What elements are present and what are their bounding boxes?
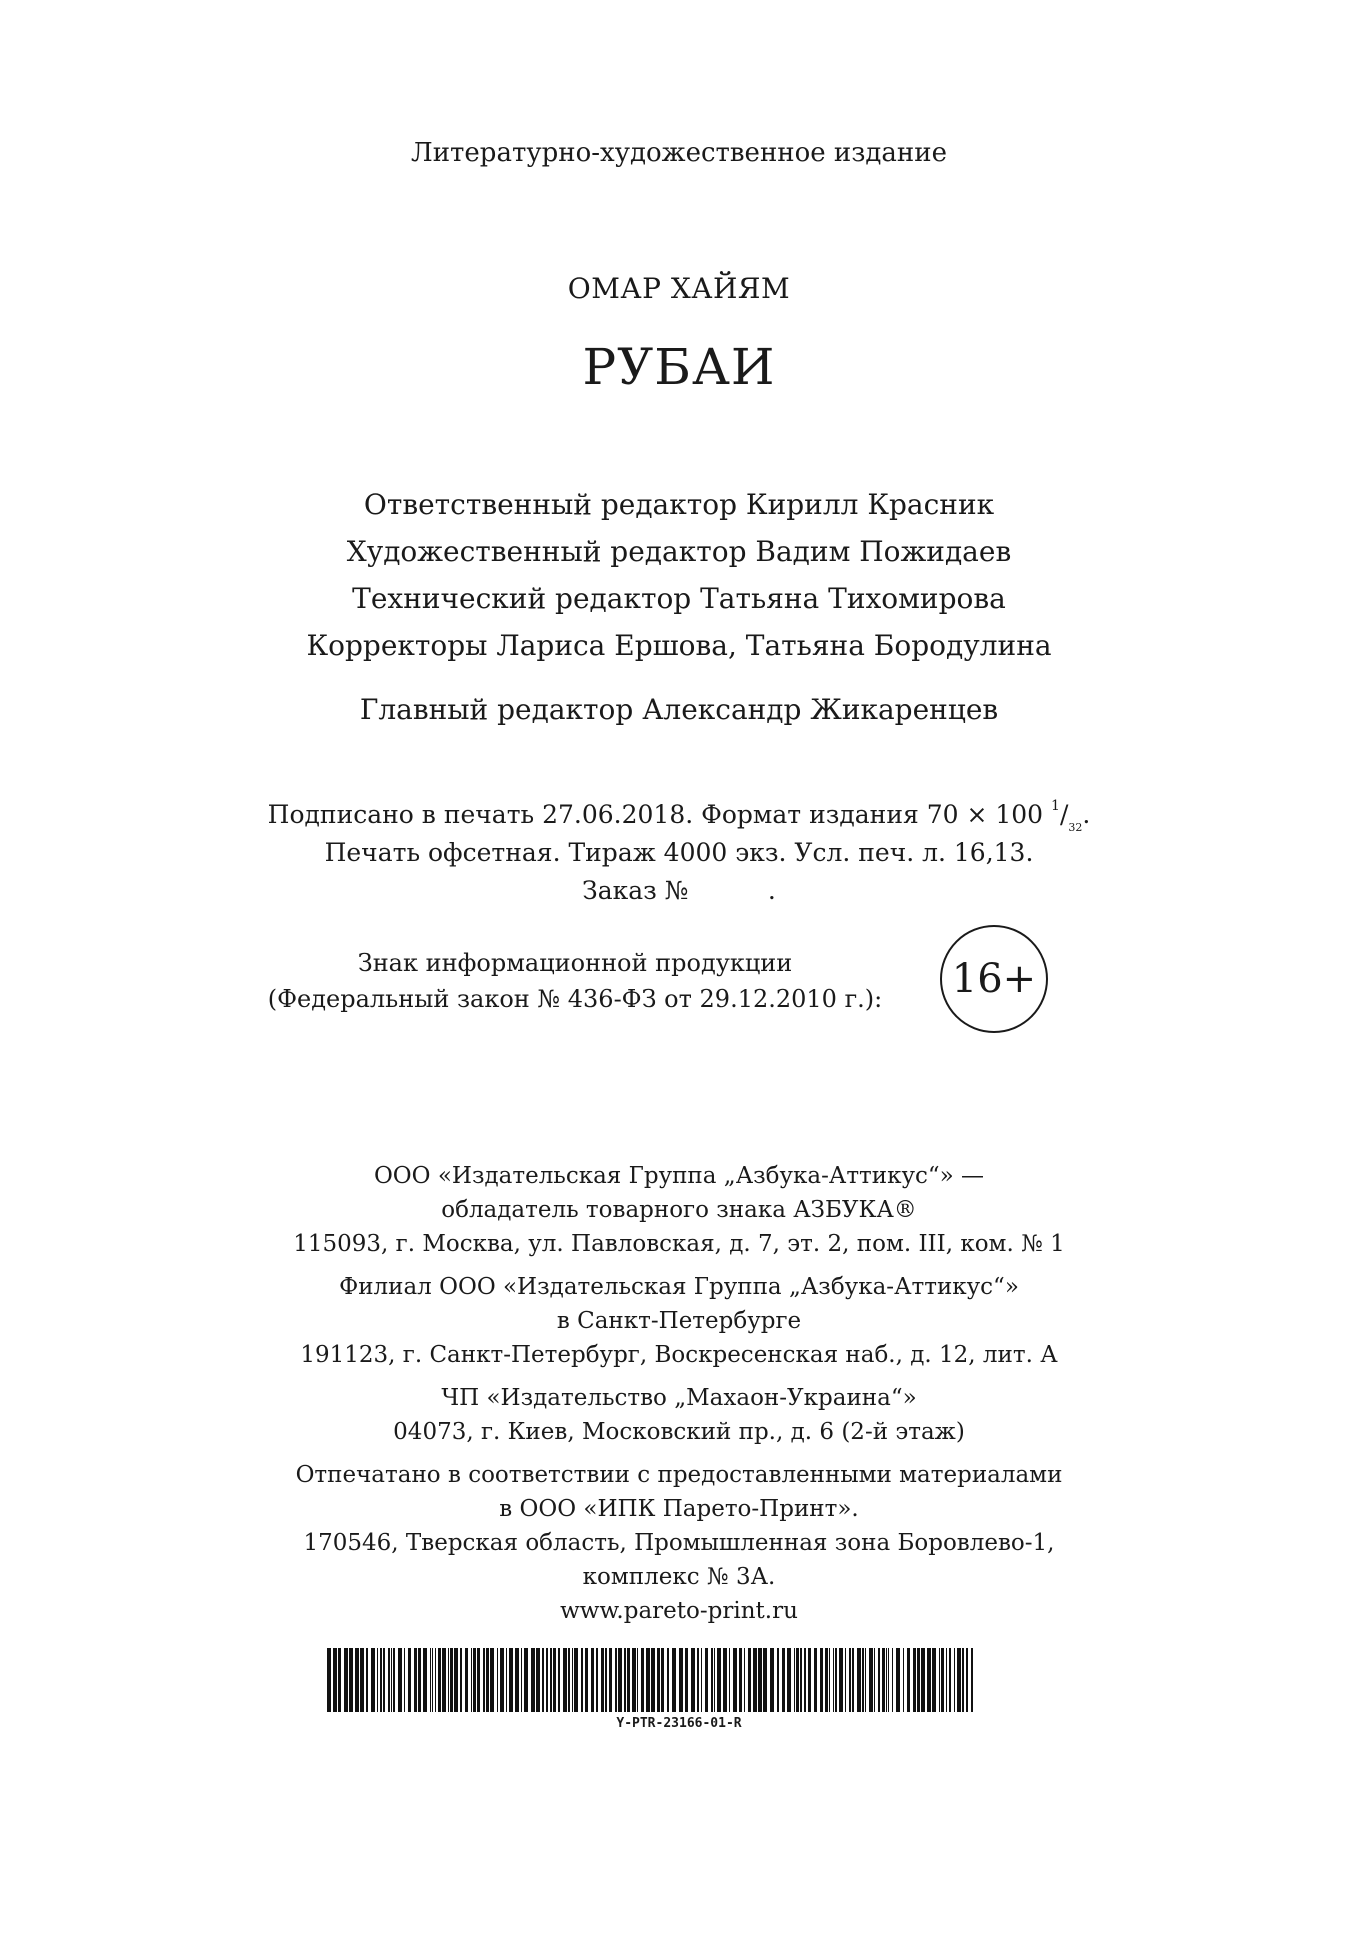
barcode-bar: [869, 1648, 873, 1712]
barcode-bar: [393, 1648, 395, 1712]
barcode-bar: [609, 1648, 612, 1712]
barcode-bar: [946, 1648, 947, 1712]
barcode-bar: [962, 1648, 964, 1712]
barcode-bar: [521, 1648, 522, 1712]
barcode-bar: [892, 1648, 893, 1712]
barcode-bar: [423, 1648, 427, 1712]
barcode-bar: [763, 1648, 767, 1712]
art-editor: Художественный редактор Вадим Пожидаев: [346, 535, 1012, 568]
barcode-bar: [685, 1648, 688, 1712]
barcode-bar: [777, 1648, 779, 1712]
barcode-bar: [723, 1648, 727, 1712]
format-numerator: 1: [1051, 798, 1060, 814]
responsible-editor: Ответственный редактор Кирилл Красник: [363, 488, 995, 521]
barcode-bar: [849, 1648, 851, 1712]
barcode-bar: [442, 1648, 446, 1712]
barcode: [327, 1648, 975, 1712]
barcode-bar: [465, 1648, 468, 1712]
barcode-bar: [371, 1648, 375, 1712]
barcode-bar: [651, 1648, 655, 1712]
barcode-bar: [839, 1648, 843, 1712]
barcode-bar: [377, 1648, 378, 1712]
barcode-bar: [729, 1648, 730, 1712]
proofreaders: Корректоры Лариса Ершова, Татьяна Бородулина: [306, 629, 1052, 662]
barcode-bar: [483, 1648, 485, 1712]
barcode-bar: [701, 1648, 702, 1712]
barcode-bar: [601, 1648, 604, 1712]
barcode-bar: [907, 1648, 910, 1712]
barcode-bar: [553, 1648, 556, 1712]
barcode-bar: [497, 1648, 498, 1712]
barcode-bar: [711, 1648, 713, 1712]
barcode-bar: [770, 1648, 774, 1712]
edition-type: Литературно-художественное издание: [411, 138, 947, 168]
barcode-bar: [672, 1648, 676, 1712]
barcode-bar: [596, 1648, 598, 1712]
barcode-bar: [333, 1648, 337, 1712]
barcode-bar: [874, 1648, 875, 1712]
branch-line2: в Санкт-Петербурге: [556, 1308, 802, 1334]
barcode-bar: [524, 1648, 528, 1712]
barcode-bar: [637, 1648, 638, 1712]
barcode-bar: [782, 1648, 785, 1712]
barcode-bar: [500, 1648, 504, 1712]
barcode-bar: [632, 1648, 636, 1712]
age-sign-label-line2: (Федеральный закон № 436-ФЗ от 29.12.2010 г.):: [267, 985, 883, 1013]
barcode-bar: [432, 1648, 433, 1712]
barcode-bar: [344, 1648, 348, 1712]
print-info-line1: [0, 798, 1358, 834]
barcode-bar: [574, 1648, 578, 1712]
barcode-bar: [438, 1648, 441, 1712]
age-rating-badge: [940, 925, 1048, 1033]
barcode-bar: [966, 1648, 968, 1712]
publisher-line1: ООО «Издательская Группа „Азбука-Аттикус“» —: [373, 1163, 985, 1189]
print-info-line2: Печать офсетная. Тираж 4000 экз. Усл. печ. л. 16,13.: [324, 838, 1034, 867]
printer-address2: комплекс № 3А.: [582, 1564, 776, 1590]
barcode-bar: [697, 1648, 699, 1712]
barcode-bar: [888, 1648, 889, 1712]
barcode-bar: [473, 1648, 476, 1712]
barcode-bar: [646, 1648, 650, 1712]
barcode-bar: [568, 1648, 570, 1712]
barcode-bar: [477, 1648, 480, 1712]
barcode-bar: [418, 1648, 421, 1712]
ukraine-publisher: ЧП «Издательство „Махаон-Украина“»: [441, 1385, 917, 1411]
age-sign-label: [240, 945, 910, 1017]
barcode-bar: [744, 1648, 745, 1712]
barcode-bar: [921, 1648, 925, 1712]
barcode-bar: [835, 1648, 837, 1712]
barcode-bar: [605, 1648, 607, 1712]
barcode-bar: [932, 1648, 936, 1712]
barcode-bar: [820, 1648, 823, 1712]
barcode-bar: [383, 1648, 385, 1712]
barcode-bar: [338, 1648, 341, 1712]
print-format-text: Подписано в печать 27.06.2018. Формат издания 70 × 100: [267, 800, 1044, 829]
barcode-bar: [800, 1648, 802, 1712]
barcode-bar: [814, 1648, 817, 1712]
barcode-bar: [563, 1648, 567, 1712]
barcode-bar: [862, 1648, 864, 1712]
barcode-bar: [939, 1648, 940, 1712]
barcode-bar: [509, 1648, 513, 1712]
barcode-bar: [913, 1648, 916, 1712]
barcode-bar: [878, 1648, 880, 1712]
barcode-bar: [705, 1648, 708, 1712]
barcode-bar: [618, 1648, 622, 1712]
publisher-address: 115093, г. Москва, ул. Павловская, д. 7, эт. 2, пом. III, ком. № 1: [293, 1231, 1065, 1257]
technical-editor: Технический редактор Татьяна Тихомирова: [352, 582, 1006, 615]
barcode-bar: [679, 1648, 683, 1712]
barcode-bar: [957, 1648, 961, 1712]
barcode-bar: [917, 1648, 920, 1712]
branch-line1: Филиал ООО «Издательская Группа „Азбука-Аттикус“»: [339, 1274, 1019, 1300]
barcode-bar: [661, 1648, 664, 1712]
barcode-bar: [558, 1648, 560, 1712]
barcode-bar: [460, 1648, 462, 1712]
printer-line2: в ООО «ИПК Парето-Принт».: [499, 1496, 859, 1522]
barcode-bar: [408, 1648, 411, 1712]
branch-address: 191123, г. Санкт-Петербург, Воскресенская наб., д. 12, лит. А: [300, 1342, 1058, 1368]
barcode-bar: [714, 1648, 715, 1712]
format-denominator: 32: [1068, 821, 1083, 834]
barcode-bar: [380, 1648, 382, 1712]
barcode-bar: [829, 1648, 830, 1712]
chief-editor: Главный редактор Александр Жикаренцев: [359, 693, 999, 726]
barcode-bar: [808, 1648, 811, 1712]
barcode-bar: [804, 1648, 806, 1712]
barcode-bar: [414, 1648, 417, 1712]
barcode-bar: [591, 1648, 594, 1712]
barcode-bar: [490, 1648, 494, 1712]
barcode-bar: [506, 1648, 507, 1712]
barcode-bar: [825, 1648, 828, 1712]
barcode-bar: [542, 1648, 544, 1712]
barcode-bar: [388, 1648, 390, 1712]
barcode-bar: [886, 1648, 887, 1712]
barcode-bar: [585, 1648, 588, 1712]
barcode-bar: [515, 1648, 519, 1712]
barcode-bar: [327, 1648, 331, 1712]
barcode-bar: [454, 1648, 458, 1712]
barcode-bar: [833, 1648, 834, 1712]
barcode-bar: [971, 1648, 973, 1712]
barcode-bar: [717, 1648, 721, 1712]
barcode-bar: [448, 1648, 449, 1712]
barcode-bar: [349, 1648, 353, 1712]
print-format-suffix: .: [1082, 800, 1091, 829]
barcode-bar: [758, 1648, 762, 1712]
barcode-bar: [845, 1648, 846, 1712]
barcode-bar: [753, 1648, 757, 1712]
barcode-bar: [857, 1648, 861, 1712]
barcode-bar: [787, 1648, 791, 1712]
barcode-bar: [733, 1648, 737, 1712]
barcode-bar: [796, 1648, 799, 1712]
age-rating-text: 16+: [951, 956, 1037, 1002]
barcode-bar: [531, 1648, 535, 1712]
barcode-bar: [486, 1648, 489, 1712]
barcode-bar: [360, 1648, 364, 1712]
barcode-bar: [572, 1648, 573, 1712]
barcode-bar: [550, 1648, 552, 1712]
barcode-bar: [896, 1648, 900, 1712]
barcode-bar: [641, 1648, 644, 1712]
barcode-bar: [581, 1648, 583, 1712]
barcode-bar: [667, 1648, 669, 1712]
printer-line1: Отпечатано в соответствии с предоставленными материалами: [295, 1462, 1063, 1488]
barcode-bar: [903, 1648, 904, 1712]
barcode-bar: [536, 1648, 540, 1712]
barcode-bar: [882, 1648, 885, 1712]
barcode-bar: [852, 1648, 854, 1712]
barcode-bar: [355, 1648, 359, 1712]
barcode-bar: [794, 1648, 795, 1712]
printer-website: www.pareto-print.ru: [560, 1598, 798, 1624]
ukraine-address: 04073, г. Киев, Московский пр., д. 6 (2-й этаж): [393, 1419, 965, 1445]
barcode-bar: [430, 1648, 431, 1712]
barcode-bar: [627, 1648, 630, 1712]
barcode-bar: [927, 1648, 931, 1712]
barcode-bar: [366, 1648, 368, 1712]
barcode-bar: [954, 1648, 955, 1712]
barcode-bar: [865, 1648, 866, 1712]
barcode-bar: [615, 1648, 617, 1712]
barcode-bar: [949, 1648, 951, 1712]
barcode-code: Y-PTR-23166-01-R: [616, 1716, 742, 1731]
barcode-bar: [691, 1648, 695, 1712]
fraction-slash: /: [1059, 800, 1069, 829]
barcode-bar: [398, 1648, 402, 1712]
barcode-bar: [657, 1648, 660, 1712]
barcode-bar: [404, 1648, 405, 1712]
age-sign-label-line1: Знак информационной продукции: [357, 949, 793, 977]
barcode-bar: [471, 1648, 472, 1712]
order-number: Заказ № .: [582, 876, 776, 905]
barcode-bar: [435, 1648, 436, 1712]
publisher-line2: обладатель товарного знака АЗБУКА®: [441, 1197, 917, 1223]
barcode-bar: [748, 1648, 751, 1712]
barcode-bar: [941, 1648, 944, 1712]
barcode-bar: [546, 1648, 548, 1712]
barcode-bar: [391, 1648, 392, 1712]
author-name: ОМАР ХАЙЯМ: [567, 272, 791, 305]
barcode-bar: [624, 1648, 626, 1712]
printer-address1: 170546, Тверская область, Промышленная зона Боровлево-1,: [303, 1530, 1055, 1556]
barcode-bar: [450, 1648, 453, 1712]
barcode-bar: [739, 1648, 742, 1712]
book-title: РУБАИ: [582, 338, 776, 396]
